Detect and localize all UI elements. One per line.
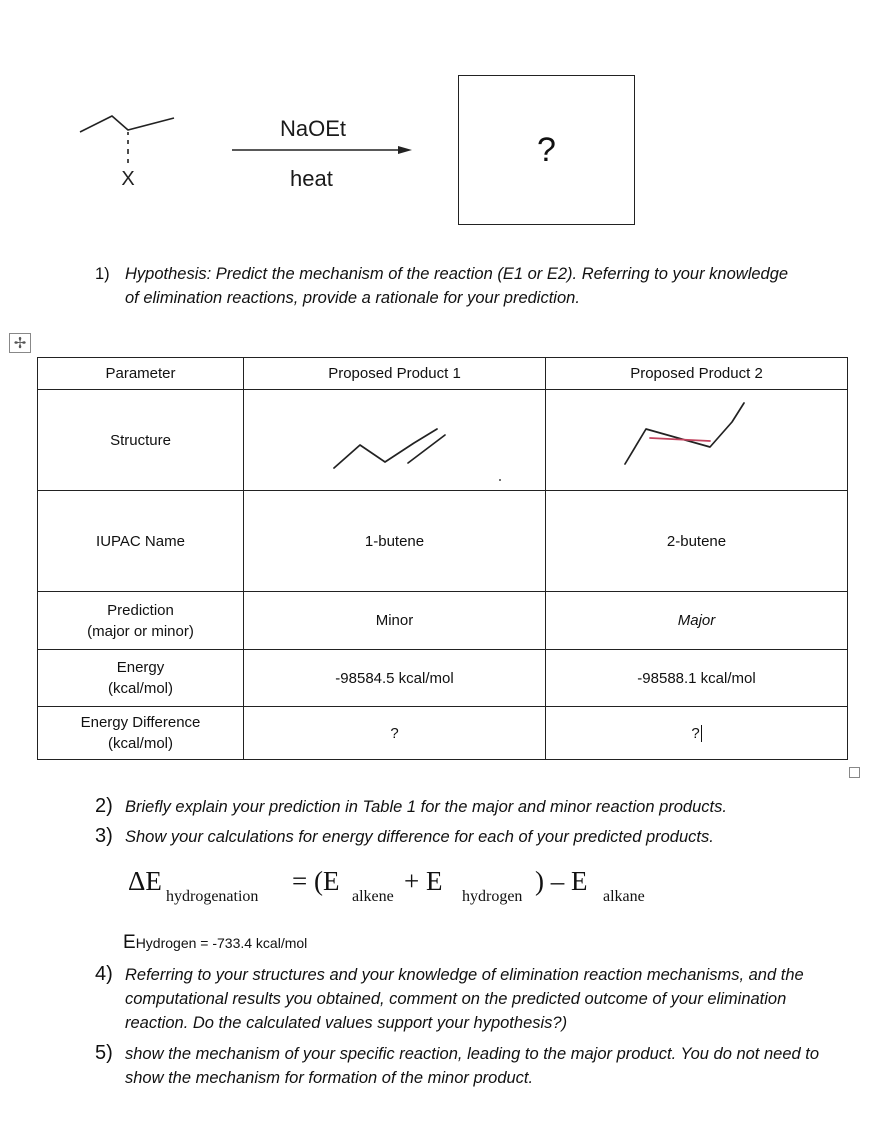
- table-row: [38, 390, 848, 491]
- difference-product-1[interactable]: ?: [244, 707, 546, 760]
- energy-label: [38, 650, 244, 707]
- header-parameter: Parameter: [38, 358, 244, 390]
- hydrogen-energy-e: E: [123, 932, 136, 953]
- delta-e: ΔE: [128, 866, 162, 896]
- table-row: [38, 650, 848, 707]
- sub-alkane: alkane: [603, 888, 645, 905]
- energy-product-2[interactable]: -98588.1 kcal/mol: [546, 650, 848, 707]
- table-row: [38, 592, 848, 650]
- energy-product-1[interactable]: -98584.5 kcal/mol: [244, 650, 546, 707]
- reaction-arrow: [232, 143, 414, 157]
- products-table: [37, 357, 848, 760]
- difference-product-2-value: ?: [691, 724, 700, 742]
- structure-product-2[interactable]: [546, 390, 848, 491]
- structure-product-1[interactable]: [244, 390, 546, 491]
- difference-product-2[interactable]: [546, 707, 848, 760]
- question-number: 4): [95, 963, 113, 985]
- close-minus-e: ) – E: [535, 866, 588, 896]
- move-arrows-icon[interactable]: [9, 333, 31, 353]
- reagent-label: NaOEt: [280, 116, 347, 141]
- product-box: [458, 75, 635, 225]
- product-placeholder: ?: [537, 130, 556, 169]
- condition-label: heat: [290, 166, 333, 191]
- table-row: [38, 491, 848, 592]
- question-number: 1): [95, 265, 110, 283]
- question-1: [95, 262, 855, 312]
- table-header-row: [38, 358, 848, 390]
- energy-label-line1: Energy: [116, 659, 165, 676]
- structure-2-butene: [550, 391, 850, 489]
- question-number: 5): [95, 1042, 113, 1064]
- question-text: Hypothesis: Predict the mechanism of the reaction (E1 or E2). Referring to your knowledge of elimination reactions, provide a rationale for your prediction.: [125, 265, 789, 307]
- header-product-1: Proposed Product 1: [244, 358, 546, 390]
- iupac-product-1[interactable]: 1-butene: [244, 491, 546, 592]
- plus-e: + E: [404, 866, 443, 896]
- header-product-2: Proposed Product 2: [546, 358, 848, 390]
- iupac-label: IUPAC Name: [38, 491, 244, 592]
- question-text: Referring to your structures and your knowledge of elimination reaction mechanisms, and the computational results you obtained, comment on the predicted outcome of your elimination reaction. Do the calculated values support your hypothesis?): [125, 966, 804, 1032]
- structure-label: Structure: [38, 390, 244, 491]
- resize-square-icon[interactable]: [849, 767, 860, 778]
- hydrogen-energy-value: = -733.4 kcal/mol: [200, 935, 308, 951]
- prediction-product-2[interactable]: Major: [546, 592, 848, 650]
- hydrogenation-equation: [128, 866, 748, 916]
- leaving-group-label: X: [121, 168, 135, 190]
- hydrogen-energy: [123, 932, 307, 954]
- question-number: 3): [95, 825, 113, 847]
- question-text: Briefly explain your prediction in Table 1 for the major and minor reaction products.: [125, 798, 727, 816]
- prediction-product-1[interactable]: Minor: [244, 592, 546, 650]
- prediction-label: [38, 592, 244, 650]
- difference-label-line2: (kcal/mol): [107, 735, 173, 752]
- question-3: [95, 825, 855, 851]
- hydrogen-energy-sub: Hydrogen: [135, 935, 197, 951]
- equals-open: = (E: [292, 866, 340, 896]
- move-glyph: ✢: [13, 334, 27, 352]
- difference-label-line1: Energy Difference: [80, 714, 201, 731]
- question-number: 2): [95, 795, 113, 817]
- reactant-structure: [70, 108, 190, 193]
- question-text: show the mechanism of your specific reaction, leading to the major product. You do not need to show the mechanism for formation of the minor product.: [125, 1045, 820, 1087]
- table-row: [38, 707, 848, 760]
- sub-alkene: alkene: [352, 888, 394, 905]
- prediction-label-line1: Prediction: [107, 601, 174, 619]
- question-2: [95, 795, 855, 821]
- question-text: Show your calculations for energy difference for each of your predicted products.: [125, 828, 714, 846]
- difference-label: [38, 707, 244, 760]
- question-5: [95, 1042, 855, 1094]
- sub-hydrogenation: hydrogenation: [166, 888, 259, 905]
- question-4: [95, 963, 855, 1039]
- iupac-product-2[interactable]: 2-butene: [546, 491, 848, 592]
- prediction-label-line2: (major or minor): [87, 622, 194, 640]
- sub-hydrogen: hydrogen: [462, 888, 523, 905]
- structure-1-butene: [248, 391, 548, 489]
- energy-label-line2: (kcal/mol): [107, 680, 173, 697]
